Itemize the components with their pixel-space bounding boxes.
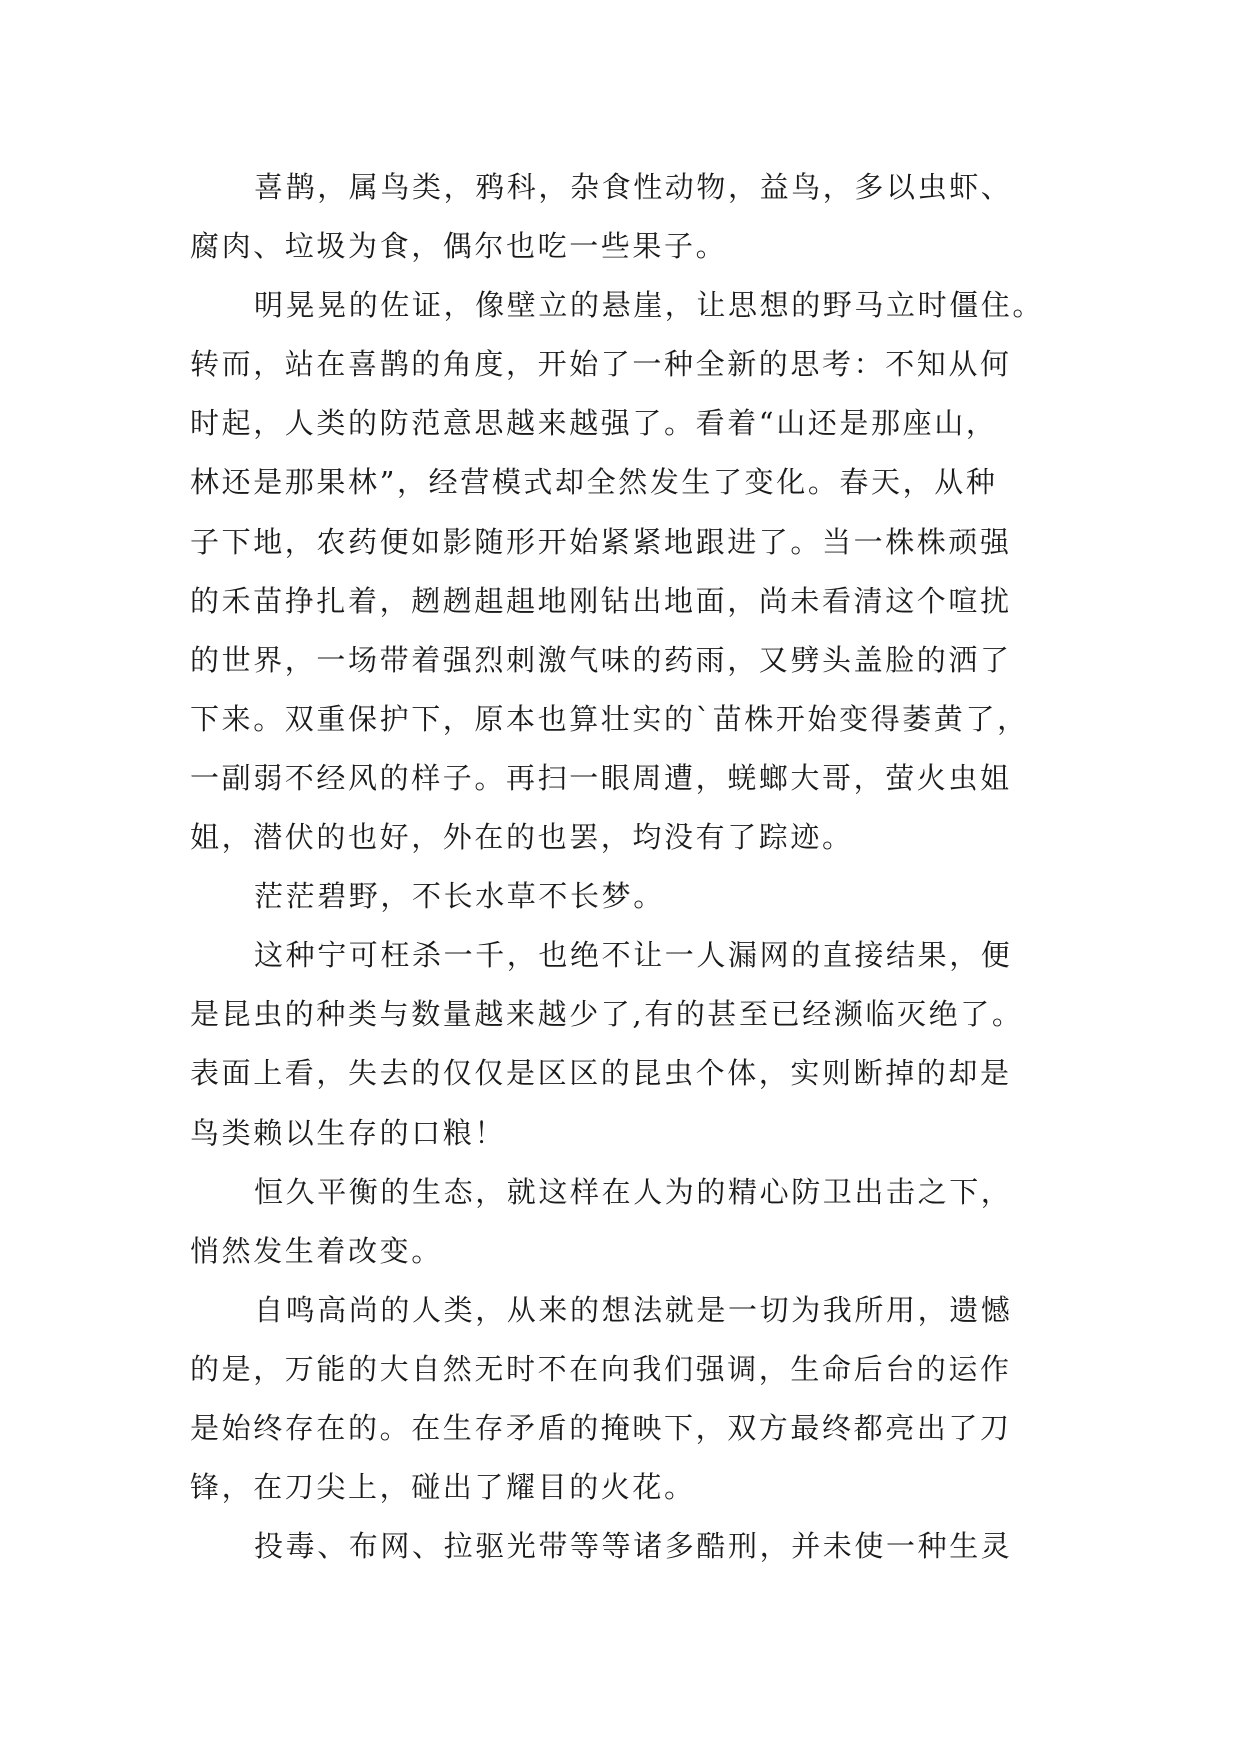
text-line: 喜鹊，属鸟类，鸦科，杂食性动物，益鸟，多以虫虾、	[254, 170, 1013, 204]
paragraph-4	[190, 926, 1050, 1162]
paragraph-5	[190, 1163, 1050, 1281]
text-line: 的是，万能的大自然无时不在向我们强调，生命后台的运作	[190, 1351, 1012, 1386]
text-line: 茫茫碧野，不长水草不长梦。	[254, 879, 665, 914]
text-line: 子下地，农药便如影随形开始紧紧地跟进了。当一株株顽强	[190, 524, 1012, 559]
text-line: 自鸣高尚的人类，从来的想法就是一切为我所用，遗憾	[254, 1292, 1013, 1327]
paragraph-7	[190, 1517, 1050, 1576]
text-line: 转而，站在喜鹊的角度，开始了一种全新的思考：不知从何	[190, 347, 1012, 382]
text-line: 表面上看，失去的仅仅是区区的昆虫个体，实则断掉的却是	[190, 1056, 1012, 1091]
text-line: 是昆虫的种类与数量越来越少了,有的甚至已经濒临灭绝了。	[190, 997, 1024, 1032]
text-line: 这种宁可枉杀一千，也绝不让一人漏网的直接结果，便	[254, 938, 1013, 973]
text-line: 下来。双重保护下，原本也算壮实的`苗株开始变得萎黄了，	[190, 701, 1029, 736]
text-line: 鸟类赖以生存的口粮！	[190, 1115, 507, 1150]
text-line: 的世界，一场带着强烈刺激气味的药雨，又劈头盖脸的洒了	[190, 642, 1012, 677]
text-line: 悄然发生着改变。	[190, 1233, 443, 1268]
text-line: 投毒、布网、拉驱光带等等诸多酷刑，并未使一种生灵	[254, 1529, 1013, 1564]
text-line: 恒久平衡的生态，就这样在人为的精心防卫出击之下，	[254, 1174, 1013, 1209]
text-line: 腐肉、垃圾为食，偶尔也吃一些果子。	[190, 229, 728, 264]
paragraph-2	[190, 276, 1050, 867]
text-line: 明晃晃的佐证，像壁立的悬崖，让思想的野马立时僵住。	[254, 288, 1045, 323]
paragraph-6	[190, 1281, 1050, 1517]
text-line: 锋，在刀尖上，碰出了耀目的火花。	[190, 1470, 696, 1505]
text-line: 是始终存在的。在生存矛盾的掩映下，双方最终都亮出了刀	[190, 1410, 1012, 1445]
paragraph-1	[190, 158, 1050, 276]
body-text	[190, 158, 1050, 1576]
text-line: 一副弱不经风的样子。再扫一眼周遭，蜣螂大哥，萤火虫姐	[190, 760, 1012, 795]
paragraph-3	[190, 867, 1050, 926]
text-line: 时起，人类的防范意思越来越强了。看着“山还是那座山，	[190, 406, 998, 441]
text-line: 姐，潜伏的也好，外在的也罢，均没有了踪迹。	[190, 820, 854, 855]
text-line: 的禾苗挣扎着，趔趔趄趄地刚钻出地面，尚未看清这个喧扰	[190, 583, 1012, 618]
text-line: 林还是那果林”，经营模式却全然发生了变化。春天，从种	[190, 465, 998, 500]
